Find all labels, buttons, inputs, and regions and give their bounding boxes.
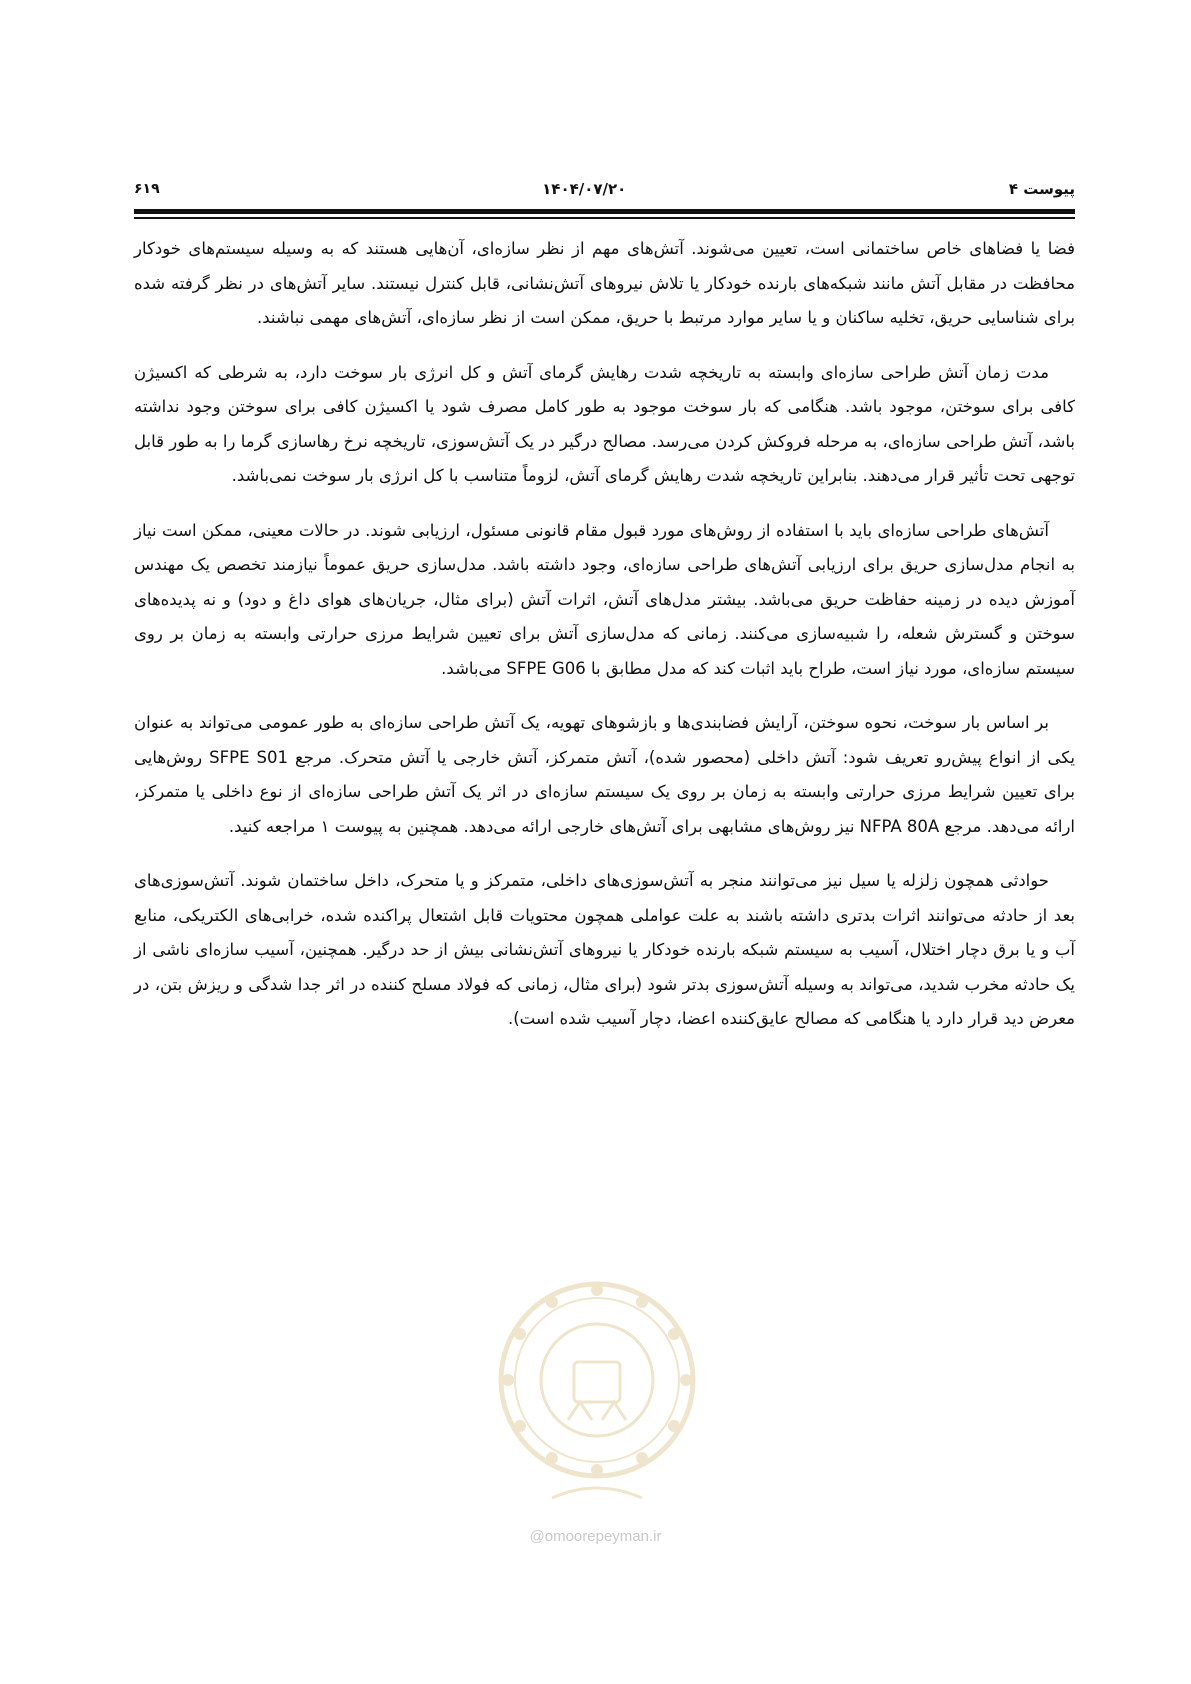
header-rule-thin	[134, 217, 1075, 219]
header-rule-thick	[134, 209, 1075, 214]
appendix-label: پیوست ۴	[1008, 180, 1075, 198]
body-text	[134, 232, 1075, 1057]
watermark-seal-icon	[492, 1270, 702, 1510]
watermark-website: @omoorepeyman.ir	[529, 1528, 662, 1545]
paragraph-4: بر اساس بار سوخت، نحوه سوختن، آرایش فضابندی‌ها و بازشوهای تهویه، یک آتش طراحی سازه‌ای به طور عمومی می‌تواند به عنوان یکی از انواع پیش‌رو تعریف شود: آتش داخلی (محصور شده)، آتش متمرکز، آتش خارجی یا آتش متحرک. مرجع SFPE S01 روش‌هایی برای تعیین شرایط مرزی حرارتی وابسته به زمان بر روی یک سیستم سازه‌ای در اثر یک آتش طراحی سازه‌ای از نوع داخلی یا متمرکز، ارائه می‌دهد. مرجع NFPA 80A نیز روش‌های مشابهی برای آتش‌های خارجی ارائه می‌دهد. همچنین به پیوست ۱ مراجعه کنید.	[134, 713, 1075, 836]
paragraph-2: مدت زمان آتش طراحی سازه‌ای وابسته به تاریخچه شدت رهایش گرمای آتش و کل انرژی بار سوخت دارد، به شرطی که اکسیژن کافی برای سوختن، موجود باشد. هنگامی که بار سوخت موجود به طور کامل مصرف شود یا اکسیژن کافی برای سوختن وجود نداشته باشد، آتش طراحی سازه‌ای، به مرحله فروکش کردن می‌رسد. مصالح درگیر در یک آتش‌سوزی، تاریخچه نرخ رهاسازی گرما را به طور قابل توجهی تحت تأثیر قرار می‌دهند. بنابراین تاریخچه شدت رهایش گرمای آتش، لزوماً متناسب با کل انرژی بار سوخت نمی‌باشد.	[134, 362, 1075, 485]
paragraph-3: آتش‌های طراحی سازه‌ای باید با استفاده از روش‌های مورد قبول مقام قانونی مسئول، ارزیابی شوند. در حالات معینی، ممکن است نیاز به انجام مدل‌سازی حریق برای ارزیابی آتش‌های طراحی سازه‌ای، وجود داشته باشد. مدل‌سازی حریق عموماً نیازمند تخصص یک مهندس آموزش دیده در زمینه حفاظت حریق می‌باشد. بیشتر مدل‌های آتش، اثرات آتش (برای مثال، جریان‌های هوای داغ و دود) و نه پدیده‌های سوختن و گسترش شعله، را شبیه‌سازی می‌کنند. زمانی که مدل‌سازی آتش برای تعیین شرایط مرزی حرارتی وابسته به زمان بر روی سیستم سازه‌ای، مورد نیاز است، طراح باید اثبات کند که مدل مطابق با SFPE G06 می‌باشد.	[134, 520, 1075, 678]
page-header	[134, 176, 1075, 202]
paragraph-1: فضا یا فضاهای خاص ساختمانی است، تعیین می‌شوند. آتش‌های مهم از نظر سازه‌ای، آن‌هایی هستند که به وسیله سیستم‌های خودکار محافظت در مقابل آتش مانند شبکه‌های بارنده خودکار یا تلاش نیروهای آتش‌نشانی، قابل کنترل نیستند. سایر آتش‌های در نظر گرفته شده برای شناسایی حریق، تخلیه ساکنان و یا سایر موارد مرتبط با حریق، ممکن است از نظر سازه‌ای، آتش‌های مهمی نباشند.	[134, 239, 1075, 327]
page-number: ۶۱۹	[134, 181, 160, 197]
header-date: ۱۴۰۴/۰۷/۲۰	[542, 180, 627, 198]
paragraph-5: حوادثی همچون زلزله یا سیل نیز می‌توانند منجر به آتش‌سوزی‌های داخلی، متمرکز و یا متحرک، داخل ساختمان شوند. آتش‌سوزی‌های بعد از حادثه می‌توانند اثرات بدتری داشته باشند به علت عواملی همچون محتویات قابل اشتعال پراکنده شده، خرابی‌های الکتریکی، منابع آب و یا برق دچار اختلال، آسیب به سیستم شبکه بارنده خودکار یا نیروهای آتش‌نشانی بیش از حد درگیر. همچنین، آسیب سازه‌ای ناشی از یک حادثه مخرب شدید، می‌تواند به وسیله آتش‌سوزی بدتر شود (برای مثال، زمانی که فولاد مسلح کننده در اثر جدا شدگی و ریزش بتن، در معرض دید قرار دارد یا هنگامی که مصالح عایق‌کننده اعضا، دچار آسیب شده است).	[134, 871, 1075, 1028]
